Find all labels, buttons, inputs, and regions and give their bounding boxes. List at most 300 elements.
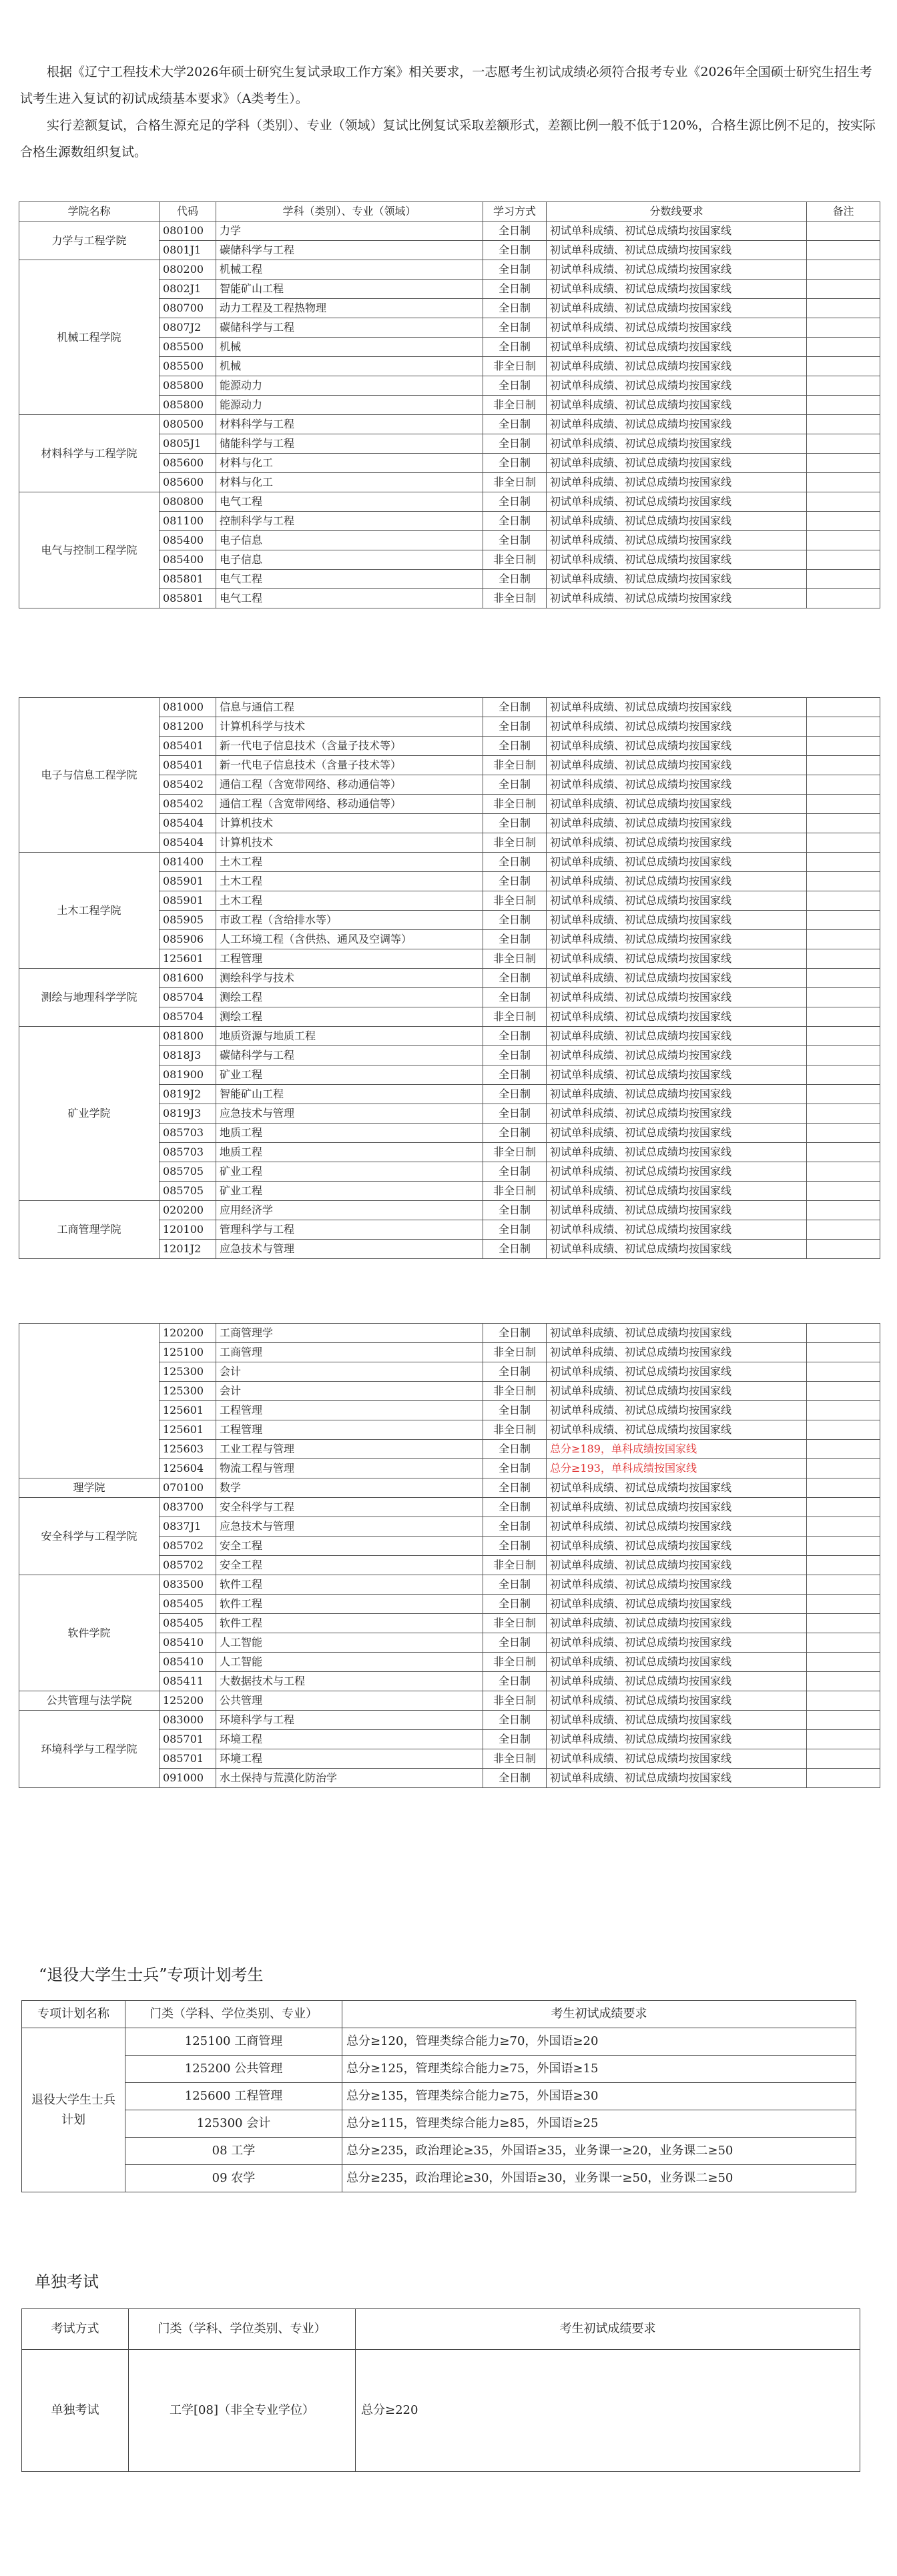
study-mode-cell: 非全日制 bbox=[483, 949, 547, 969]
remark-cell bbox=[807, 1027, 880, 1046]
major-cell: 应急技术与管理 bbox=[216, 1240, 483, 1259]
study-mode-cell: 全日制 bbox=[483, 1711, 547, 1730]
category-cell: 125300 会计 bbox=[125, 2110, 342, 2138]
study-mode-cell: 全日制 bbox=[483, 1478, 547, 1498]
code-cell: 085404 bbox=[160, 833, 216, 853]
major-cell: 安全工程 bbox=[216, 1537, 483, 1556]
table-header-row bbox=[22, 2309, 860, 2350]
requirement-cell: 总分≥120，管理类综合能力≥70，外国语≥20 bbox=[342, 2028, 856, 2056]
remark-cell bbox=[807, 1478, 880, 1498]
column-header: 门类（学科、学位类别、专业） bbox=[129, 2309, 356, 2350]
table-row bbox=[19, 1575, 880, 1595]
study-mode-cell: 全日制 bbox=[483, 318, 547, 338]
study-mode-cell: 非全日制 bbox=[483, 1007, 547, 1027]
score-requirement-cell: 初试单科成绩、初试总成绩均按国家线 bbox=[547, 1420, 807, 1440]
code-cell: 085600 bbox=[160, 473, 216, 492]
column-header: 门类（学科、学位类别、专业） bbox=[125, 2001, 342, 2028]
score-requirement-cell: 初试单科成绩、初试总成绩均按国家线 bbox=[547, 1124, 807, 1143]
college-name-cell: 理学院 bbox=[19, 1478, 160, 1498]
code-cell: 085401 bbox=[160, 737, 216, 756]
code-cell: 120200 bbox=[160, 1324, 216, 1343]
remark-cell bbox=[807, 698, 880, 717]
major-cell: 地质工程 bbox=[216, 1124, 483, 1143]
score-requirement-cell: 初试单科成绩、初试总成绩均按国家线 bbox=[547, 1085, 807, 1104]
major-cell: 工商管理学 bbox=[216, 1324, 483, 1343]
major-cell: 通信工程（含宽带网络、移动通信等） bbox=[216, 775, 483, 795]
study-mode-cell: 全日制 bbox=[483, 717, 547, 737]
remark-cell bbox=[807, 1575, 880, 1595]
study-mode-cell: 全日制 bbox=[483, 853, 547, 872]
code-cell: 081100 bbox=[160, 512, 216, 531]
study-mode-cell: 非全日制 bbox=[483, 1749, 547, 1769]
score-requirement-cell: 初试单科成绩、初试总成绩均按国家线 bbox=[547, 1162, 807, 1182]
column-header: 学习方式 bbox=[483, 202, 547, 222]
study-mode-cell: 全日制 bbox=[483, 260, 547, 280]
score-requirement-cell: 初试单科成绩、初试总成绩均按国家线 bbox=[547, 1362, 807, 1382]
score-requirement-cell: 初试单科成绩、初试总成绩均按国家线 bbox=[547, 698, 807, 717]
table-row bbox=[22, 2028, 856, 2056]
study-mode-cell: 全日制 bbox=[483, 570, 547, 589]
code-cell: 0837J1 bbox=[160, 1517, 216, 1537]
code-cell: 081400 bbox=[160, 853, 216, 872]
column-header: 专项计划名称 bbox=[22, 2001, 125, 2028]
score-requirement-cell: 初试单科成绩、初试总成绩均按国家线 bbox=[547, 299, 807, 318]
study-mode-cell: 全日制 bbox=[483, 454, 547, 473]
major-cell: 新一代电子信息技术（含量子技术等） bbox=[216, 756, 483, 775]
score-requirement-cell: 初试单科成绩、初试总成绩均按国家线 bbox=[547, 415, 807, 434]
remark-cell bbox=[807, 833, 880, 853]
code-cell: 085702 bbox=[160, 1537, 216, 1556]
code-cell: 085906 bbox=[160, 930, 216, 949]
remark-cell bbox=[807, 930, 880, 949]
score-requirement-cell: 初试单科成绩、初试总成绩均按国家线 bbox=[547, 1769, 807, 1788]
table-row bbox=[22, 2165, 856, 2192]
major-cell: 智能矿山工程 bbox=[216, 1085, 483, 1104]
remark-cell bbox=[807, 222, 880, 241]
score-requirement-cell: 初试单科成绩、初试总成绩均按国家线 bbox=[547, 550, 807, 570]
score-requirement-cell: 初试单科成绩、初试总成绩均按国家线 bbox=[547, 318, 807, 338]
remark-cell bbox=[807, 1007, 880, 1027]
score-requirement-cell: 初试单科成绩、初试总成绩均按国家线 bbox=[547, 1537, 807, 1556]
score-requirement-cell: 初试单科成绩、初试总成绩均按国家线 bbox=[547, 531, 807, 550]
college-name-cell: 矿业学院 bbox=[19, 1027, 160, 1201]
code-cell: 125100 bbox=[160, 1343, 216, 1362]
study-mode-cell: 全日制 bbox=[483, 1201, 547, 1220]
code-cell: 125300 bbox=[160, 1382, 216, 1401]
code-cell: 085703 bbox=[160, 1124, 216, 1143]
code-cell: 085801 bbox=[160, 589, 216, 608]
major-cell: 工程管理 bbox=[216, 1420, 483, 1440]
study-mode-cell: 全日制 bbox=[483, 434, 547, 454]
major-cell: 安全科学与工程 bbox=[216, 1498, 483, 1517]
study-mode-cell: 全日制 bbox=[483, 1498, 547, 1517]
score-requirement-cell: 初试单科成绩、初试总成绩均按国家线 bbox=[547, 1575, 807, 1595]
remark-cell bbox=[807, 1201, 880, 1220]
remark-cell bbox=[807, 531, 880, 550]
code-cell: 0818J3 bbox=[160, 1046, 216, 1065]
major-cell: 机械工程 bbox=[216, 260, 483, 280]
score-requirement-cell: 初试单科成绩、初试总成绩均按国家线 bbox=[547, 756, 807, 775]
score-table-2 bbox=[19, 697, 880, 1259]
study-mode-cell: 全日制 bbox=[483, 1085, 547, 1104]
column-header: 分数线要求 bbox=[547, 202, 807, 222]
code-cell: 125603 bbox=[160, 1440, 216, 1459]
intro-paragraph-2: 实行差额复试，合格生源充足的学科（类别）、专业（领域）复试比例复试采取差额形式，差额比例一般不低于120%，合格生源比例不足的，按实际合格生源数组织复试。 bbox=[20, 118, 876, 159]
major-cell: 环境科学与工程 bbox=[216, 1711, 483, 1730]
column-header: 学院名称 bbox=[19, 202, 160, 222]
column-header: 学科（类别）、专业（领域） bbox=[216, 202, 483, 222]
major-cell: 地质资源与地质工程 bbox=[216, 1027, 483, 1046]
column-header: 考生初试成绩要求 bbox=[342, 2001, 856, 2028]
score-requirement-cell: 初试单科成绩、初试总成绩均按国家线 bbox=[547, 338, 807, 357]
code-cell: 085402 bbox=[160, 775, 216, 795]
code-cell: 085400 bbox=[160, 550, 216, 570]
college-name-cell: 公共管理与法学院 bbox=[19, 1691, 160, 1711]
major-cell: 碳储科学与工程 bbox=[216, 1046, 483, 1065]
table-row bbox=[19, 1478, 880, 1498]
remark-cell bbox=[807, 756, 880, 775]
major-cell: 计算机科学与技术 bbox=[216, 717, 483, 737]
score-requirement-cell: 初试单科成绩、初试总成绩均按国家线 bbox=[547, 795, 807, 814]
score-requirement-cell: 初试单科成绩、初试总成绩均按国家线 bbox=[547, 1143, 807, 1162]
major-cell: 电子信息 bbox=[216, 550, 483, 570]
code-cell: 080800 bbox=[160, 492, 216, 512]
table-row bbox=[19, 1498, 880, 1517]
category-cell: 08 工学 bbox=[125, 2138, 342, 2165]
table-row bbox=[19, 1027, 880, 1046]
major-cell: 工商管理 bbox=[216, 1343, 483, 1362]
code-cell: 085500 bbox=[160, 338, 216, 357]
remark-cell bbox=[807, 1653, 880, 1672]
college-name-cell: 电子与信息工程学院 bbox=[19, 698, 160, 853]
code-cell: 120100 bbox=[160, 1220, 216, 1240]
code-cell: 085901 bbox=[160, 891, 216, 911]
major-cell: 公共管理 bbox=[216, 1691, 483, 1711]
study-mode-cell: 全日制 bbox=[483, 1440, 547, 1459]
code-cell: 085705 bbox=[160, 1162, 216, 1182]
college-name-cell: 力学与工程学院 bbox=[19, 222, 160, 260]
code-cell: 085704 bbox=[160, 988, 216, 1007]
remark-cell bbox=[807, 1162, 880, 1182]
table-row bbox=[22, 2110, 856, 2138]
score-requirement-cell: 初试单科成绩、初试总成绩均按国家线 bbox=[547, 1343, 807, 1362]
remark-cell bbox=[807, 1085, 880, 1104]
remark-cell bbox=[807, 1124, 880, 1143]
study-mode-cell: 全日制 bbox=[483, 1575, 547, 1595]
code-cell: 085701 bbox=[160, 1749, 216, 1769]
remark-cell bbox=[807, 492, 880, 512]
remark-cell bbox=[807, 1633, 880, 1653]
major-cell: 软件工程 bbox=[216, 1575, 483, 1595]
remark-cell bbox=[807, 1595, 880, 1614]
score-requirement-cell: 初试单科成绩、初试总成绩均按国家线 bbox=[547, 512, 807, 531]
code-cell: 020200 bbox=[160, 1201, 216, 1220]
code-cell: 091000 bbox=[160, 1769, 216, 1788]
major-cell: 应急技术与管理 bbox=[216, 1104, 483, 1124]
remark-cell bbox=[807, 1143, 880, 1162]
major-cell: 工业工程与管理 bbox=[216, 1440, 483, 1459]
major-cell: 力学 bbox=[216, 222, 483, 241]
major-cell: 工程管理 bbox=[216, 949, 483, 969]
remark-cell bbox=[807, 1362, 880, 1382]
exam-method-cell: 单独考试 bbox=[22, 2350, 129, 2472]
score-table-1 bbox=[19, 201, 880, 608]
remark-cell bbox=[807, 891, 880, 911]
code-cell: 085500 bbox=[160, 357, 216, 376]
table-row bbox=[19, 853, 880, 872]
table-row bbox=[22, 2350, 860, 2472]
code-cell: 0802J1 bbox=[160, 280, 216, 299]
study-mode-cell: 非全日制 bbox=[483, 357, 547, 376]
remark-cell bbox=[807, 299, 880, 318]
remark-cell bbox=[807, 814, 880, 833]
score-requirement-cell: 初试单科成绩、初试总成绩均按国家线 bbox=[547, 1220, 807, 1240]
score-requirement-cell: 初试单科成绩、初试总成绩均按国家线 bbox=[547, 434, 807, 454]
remark-cell bbox=[807, 775, 880, 795]
study-mode-cell: 全日制 bbox=[483, 1595, 547, 1614]
study-mode-cell: 非全日制 bbox=[483, 891, 547, 911]
college-name-cell: 软件学院 bbox=[19, 1575, 160, 1691]
major-cell: 会计 bbox=[216, 1382, 483, 1401]
table-row bbox=[19, 1691, 880, 1711]
score-requirement-cell: 初试单科成绩、初试总成绩均按国家线 bbox=[547, 454, 807, 473]
table-row bbox=[19, 969, 880, 988]
study-mode-cell: 非全日制 bbox=[483, 1343, 547, 1362]
major-cell: 机械 bbox=[216, 357, 483, 376]
study-mode-cell: 非全日制 bbox=[483, 756, 547, 775]
major-cell: 水土保持与荒漠化防治学 bbox=[216, 1769, 483, 1788]
major-cell: 信息与通信工程 bbox=[216, 698, 483, 717]
major-cell: 土木工程 bbox=[216, 853, 483, 872]
score-requirement-cell: 初试单科成绩、初试总成绩均按国家线 bbox=[547, 1201, 807, 1220]
score-requirement-cell: 初试单科成绩、初试总成绩均按国家线 bbox=[547, 1401, 807, 1420]
major-cell: 通信工程（含宽带网络、移动通信等） bbox=[216, 795, 483, 814]
study-mode-cell: 全日制 bbox=[483, 512, 547, 531]
code-cell: 085600 bbox=[160, 454, 216, 473]
score-requirement-cell: 初试单科成绩、初试总成绩均按国家线 bbox=[547, 717, 807, 737]
intro-text bbox=[20, 59, 881, 165]
table-row bbox=[19, 492, 880, 512]
plan-name-cell: 退役大学生士兵计划 bbox=[22, 2028, 125, 2192]
score-requirement-cell: 初试单科成绩、初试总成绩均按国家线 bbox=[547, 969, 807, 988]
score-requirement-cell: 初试单科成绩、初试总成绩均按国家线 bbox=[547, 357, 807, 376]
college-name-cell: 安全科学与工程学院 bbox=[19, 1498, 160, 1575]
study-mode-cell: 全日制 bbox=[483, 299, 547, 318]
major-cell: 工程管理 bbox=[216, 1401, 483, 1420]
study-mode-cell: 全日制 bbox=[483, 737, 547, 756]
score-requirement-cell: 总分≥189，单科成绩按国家线 bbox=[547, 1440, 807, 1459]
study-mode-cell: 全日制 bbox=[483, 1459, 547, 1478]
code-cell: 085800 bbox=[160, 396, 216, 415]
code-cell: 081600 bbox=[160, 969, 216, 988]
study-mode-cell: 全日制 bbox=[483, 1220, 547, 1240]
major-cell: 电子信息 bbox=[216, 531, 483, 550]
study-mode-cell: 全日制 bbox=[483, 872, 547, 891]
study-mode-cell: 全日制 bbox=[483, 492, 547, 512]
remark-cell bbox=[807, 589, 880, 608]
major-cell: 人工环境工程（含供热、通风及空调等） bbox=[216, 930, 483, 949]
score-requirement-cell: 初试单科成绩、初试总成绩均按国家线 bbox=[547, 949, 807, 969]
study-mode-cell: 全日制 bbox=[483, 1730, 547, 1749]
study-mode-cell: 全日制 bbox=[483, 1104, 547, 1124]
remark-cell bbox=[807, 318, 880, 338]
major-cell: 计算机技术 bbox=[216, 833, 483, 853]
veteran-table bbox=[21, 2000, 856, 2192]
major-cell: 物流工程与管理 bbox=[216, 1459, 483, 1478]
score-requirement-cell: 初试单科成绩、初试总成绩均按国家线 bbox=[547, 1595, 807, 1614]
remark-cell bbox=[807, 396, 880, 415]
requirement-cell: 总分≥135，管理类综合能力≥75，外国语≥30 bbox=[342, 2083, 856, 2110]
remark-cell bbox=[807, 512, 880, 531]
score-requirement-cell: 初试单科成绩、初试总成绩均按国家线 bbox=[547, 280, 807, 299]
score-requirement-cell: 初试单科成绩、初试总成绩均按国家线 bbox=[547, 1104, 807, 1124]
code-cell: 1201J2 bbox=[160, 1240, 216, 1259]
study-mode-cell: 全日制 bbox=[483, 1324, 547, 1343]
remark-cell bbox=[807, 376, 880, 396]
code-cell: 085411 bbox=[160, 1672, 216, 1691]
category-cell: 09 农学 bbox=[125, 2165, 342, 2192]
table-header-row bbox=[22, 2001, 856, 2028]
major-cell: 管理科学与工程 bbox=[216, 1220, 483, 1240]
remark-cell bbox=[807, 1401, 880, 1420]
study-mode-cell: 全日制 bbox=[483, 1027, 547, 1046]
code-cell: 085401 bbox=[160, 756, 216, 775]
major-cell: 土木工程 bbox=[216, 891, 483, 911]
requirement-cell: 总分≥235，政治理论≥30，外国语≥30，业务课一≥50，业务课二≥50 bbox=[342, 2165, 856, 2192]
code-cell: 125200 bbox=[160, 1691, 216, 1711]
code-cell: 085701 bbox=[160, 1730, 216, 1749]
study-mode-cell: 非全日制 bbox=[483, 1420, 547, 1440]
major-cell: 人工智能 bbox=[216, 1653, 483, 1672]
score-requirement-cell: 初试单科成绩、初试总成绩均按国家线 bbox=[547, 833, 807, 853]
major-cell: 软件工程 bbox=[216, 1595, 483, 1614]
remark-cell bbox=[807, 415, 880, 434]
remark-cell bbox=[807, 1556, 880, 1575]
major-cell: 土木工程 bbox=[216, 872, 483, 891]
table-row bbox=[22, 2056, 856, 2083]
remark-cell bbox=[807, 872, 880, 891]
study-mode-cell: 全日制 bbox=[483, 930, 547, 949]
remark-cell bbox=[807, 1324, 880, 1343]
major-cell: 会计 bbox=[216, 1362, 483, 1382]
remark-cell bbox=[807, 570, 880, 589]
code-cell: 125604 bbox=[160, 1459, 216, 1478]
study-mode-cell: 全日制 bbox=[483, 376, 547, 396]
study-mode-cell: 全日制 bbox=[483, 415, 547, 434]
study-mode-cell: 全日制 bbox=[483, 1672, 547, 1691]
major-cell: 动力工程及工程热物理 bbox=[216, 299, 483, 318]
score-requirement-cell: 初试单科成绩、初试总成绩均按国家线 bbox=[547, 1027, 807, 1046]
study-mode-cell: 全日制 bbox=[483, 1537, 547, 1556]
remark-cell bbox=[807, 1711, 880, 1730]
score-requirement-cell: 初试单科成绩、初试总成绩均按国家线 bbox=[547, 1046, 807, 1065]
college-name-cell bbox=[19, 1324, 160, 1478]
major-cell: 数学 bbox=[216, 1478, 483, 1498]
remark-cell bbox=[807, 949, 880, 969]
score-requirement-cell: 初试单科成绩、初试总成绩均按国家线 bbox=[547, 911, 807, 930]
code-cell: 085703 bbox=[160, 1143, 216, 1162]
major-cell: 碳储科学与工程 bbox=[216, 241, 483, 260]
remark-cell bbox=[807, 280, 880, 299]
major-cell: 市政工程（含给排水等） bbox=[216, 911, 483, 930]
code-cell: 080500 bbox=[160, 415, 216, 434]
major-cell: 能源动力 bbox=[216, 376, 483, 396]
remark-cell bbox=[807, 1182, 880, 1201]
column-header: 考试方式 bbox=[22, 2309, 129, 2350]
code-cell: 070100 bbox=[160, 1478, 216, 1498]
study-mode-cell: 非全日制 bbox=[483, 550, 547, 570]
remark-cell bbox=[807, 737, 880, 756]
table-row bbox=[19, 415, 880, 434]
major-cell: 材料科学与工程 bbox=[216, 415, 483, 434]
study-mode-cell: 非全日制 bbox=[483, 589, 547, 608]
code-cell: 080700 bbox=[160, 299, 216, 318]
remark-cell bbox=[807, 1769, 880, 1788]
study-mode-cell: 全日制 bbox=[483, 1046, 547, 1065]
study-mode-cell: 全日制 bbox=[483, 1162, 547, 1182]
column-header: 备注 bbox=[807, 202, 880, 222]
college-name-cell: 工商管理学院 bbox=[19, 1201, 160, 1259]
code-cell: 083000 bbox=[160, 1711, 216, 1730]
requirement-cell: 总分≥125，管理类综合能力≥75，外国语≥15 bbox=[342, 2056, 856, 2083]
major-cell: 软件工程 bbox=[216, 1614, 483, 1633]
study-mode-cell: 全日制 bbox=[483, 1633, 547, 1653]
study-mode-cell: 全日制 bbox=[483, 969, 547, 988]
remark-cell bbox=[807, 1730, 880, 1749]
code-cell: 085704 bbox=[160, 1007, 216, 1027]
major-cell: 安全工程 bbox=[216, 1556, 483, 1575]
column-header: 代码 bbox=[160, 202, 216, 222]
code-cell: 085702 bbox=[160, 1556, 216, 1575]
major-cell: 大数据技术与工程 bbox=[216, 1672, 483, 1691]
major-cell: 应急技术与管理 bbox=[216, 1517, 483, 1537]
college-name-cell: 电气与控制工程学院 bbox=[19, 492, 160, 608]
score-requirement-cell: 初试单科成绩、初试总成绩均按国家线 bbox=[547, 1324, 807, 1343]
code-cell: 0807J2 bbox=[160, 318, 216, 338]
score-requirement-cell: 初试单科成绩、初试总成绩均按国家线 bbox=[547, 1382, 807, 1401]
score-requirement-cell: 总分≥193，单科成绩按国家线 bbox=[547, 1459, 807, 1478]
major-cell: 地质工程 bbox=[216, 1143, 483, 1162]
remark-cell bbox=[807, 717, 880, 737]
code-cell: 085400 bbox=[160, 531, 216, 550]
score-requirement-cell: 初试单科成绩、初试总成绩均按国家线 bbox=[547, 988, 807, 1007]
requirement-cell: 总分≥220 bbox=[356, 2350, 860, 2472]
score-requirement-cell: 初试单科成绩、初试总成绩均按国家线 bbox=[547, 1691, 807, 1711]
study-mode-cell: 全日制 bbox=[483, 222, 547, 241]
study-mode-cell: 非全日制 bbox=[483, 396, 547, 415]
remark-cell bbox=[807, 454, 880, 473]
college-name-cell: 材料科学与工程学院 bbox=[19, 415, 160, 492]
code-cell: 125601 bbox=[160, 1401, 216, 1420]
study-mode-cell: 全日制 bbox=[483, 1240, 547, 1259]
study-mode-cell: 全日制 bbox=[483, 280, 547, 299]
remark-cell bbox=[807, 1614, 880, 1633]
remark-cell bbox=[807, 795, 880, 814]
major-cell: 矿业工程 bbox=[216, 1162, 483, 1182]
major-cell: 电气工程 bbox=[216, 492, 483, 512]
study-mode-cell: 全日制 bbox=[483, 338, 547, 357]
code-cell: 125300 bbox=[160, 1362, 216, 1382]
major-cell: 电气工程 bbox=[216, 589, 483, 608]
college-name-cell: 机械工程学院 bbox=[19, 260, 160, 415]
major-cell: 环境工程 bbox=[216, 1730, 483, 1749]
code-cell: 125601 bbox=[160, 1420, 216, 1440]
major-cell: 计算机技术 bbox=[216, 814, 483, 833]
remark-cell bbox=[807, 1220, 880, 1240]
code-cell: 0801J1 bbox=[160, 241, 216, 260]
remark-cell bbox=[807, 241, 880, 260]
table-row bbox=[22, 2138, 856, 2165]
